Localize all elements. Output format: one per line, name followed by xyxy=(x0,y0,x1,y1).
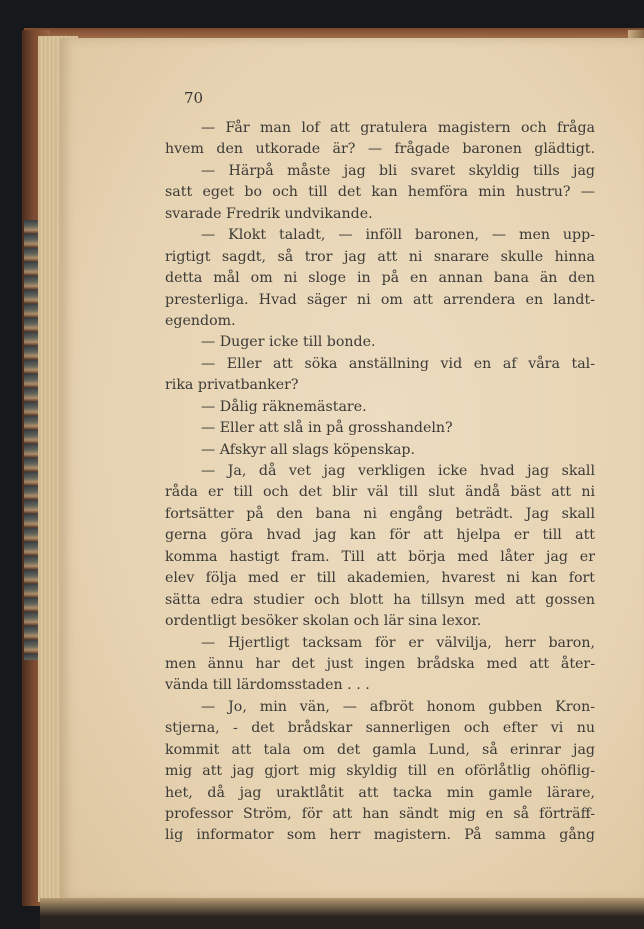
text-line: sätta edra studier och blott ha tillsyn med att gossen xyxy=(165,591,595,608)
text-line: vända till lärdomsstaden . . . xyxy=(165,677,370,694)
page-number: 70 xyxy=(184,89,204,107)
text-line: — Duger icke till bonde. xyxy=(201,334,376,351)
book-bottom-edge xyxy=(40,898,644,929)
text-line: — Ja, då vet jag verkligen icke hvad jag skall xyxy=(201,463,595,479)
text-line: kommit att tala om det gamla Lund, så erinrar jag xyxy=(165,741,595,758)
text-line: — Eller att slå in på grosshandeln? xyxy=(201,420,453,437)
text-line: rigtigt sagdt, så tror jag att ni snarare skulle hinna xyxy=(165,248,595,265)
text-line: ordentligt besöker skolan och lär sina lexor. xyxy=(165,613,482,630)
text-line: — Afskyr all slags köpenskap. xyxy=(201,441,416,458)
text-line: — Dålig räknemästare. xyxy=(201,398,367,415)
text-line: het, då jag uraktlåtit att tacka min gamle lärare, xyxy=(165,784,595,801)
text-line: egendom. xyxy=(165,312,236,329)
text-line: — Härpå måste jag bli svaret skyldig tills jag xyxy=(201,162,595,179)
text-line: hvem den utkorade är? — frågade baronen glädtigt. xyxy=(165,141,595,158)
text-line: — Hjertligt tacksam för er välvilja, herr baron, xyxy=(201,634,595,651)
text-line: presterliga. Hvad säger ni om att arrendera en landt- xyxy=(165,291,595,308)
text-line: elev följa med er till akademien, hvarest ni kan fort xyxy=(165,570,595,587)
text-line: stjerna, - det brådskar sannerligen och efter vi nu xyxy=(165,720,595,737)
text-line: rika privatbanker? xyxy=(165,377,299,394)
text-line: gerna göra hvad jag kan för att hjelpa er till att xyxy=(165,527,595,544)
text-line: — Klokt taladt, — inföll baronen, — men upp- xyxy=(201,227,595,244)
text-line: komma hastigt fram. Till att börja med låter jag er xyxy=(165,548,595,565)
text-line: — Eller att söka anställning vid en af våra tal- xyxy=(201,355,595,372)
text-line: men ännu har det just ingen brådska med att åter- xyxy=(165,655,595,672)
text-line: professor Ström, för att han sändt mig en så förträff- xyxy=(165,806,595,822)
page-body-text xyxy=(165,118,595,847)
text-line: lig informator som herr magistern. På samma gång xyxy=(165,827,595,844)
text-line: detta mål om ni sloge in på en annan bana än den xyxy=(165,270,595,287)
text-line: svarade Fredrik undvikande. xyxy=(165,205,373,222)
text-line: råda er till och det blir väl till slut ändå bäst att ni xyxy=(165,484,595,501)
text-line: — Får man lof att gratulera magistern och fråga xyxy=(201,120,595,136)
text-line: — Jo, min vän, — afbröt honom gubben Kron- xyxy=(201,698,595,715)
text-line: satt eget bo och till det kan hemföra min hustru? — xyxy=(165,184,595,201)
text-line: mig att jag gjort mig skyldig till en oförlåtlig ohöflig- xyxy=(165,763,595,780)
text-line: fortsätter på den bana ni engång beträdt. Jag skall xyxy=(165,505,595,522)
